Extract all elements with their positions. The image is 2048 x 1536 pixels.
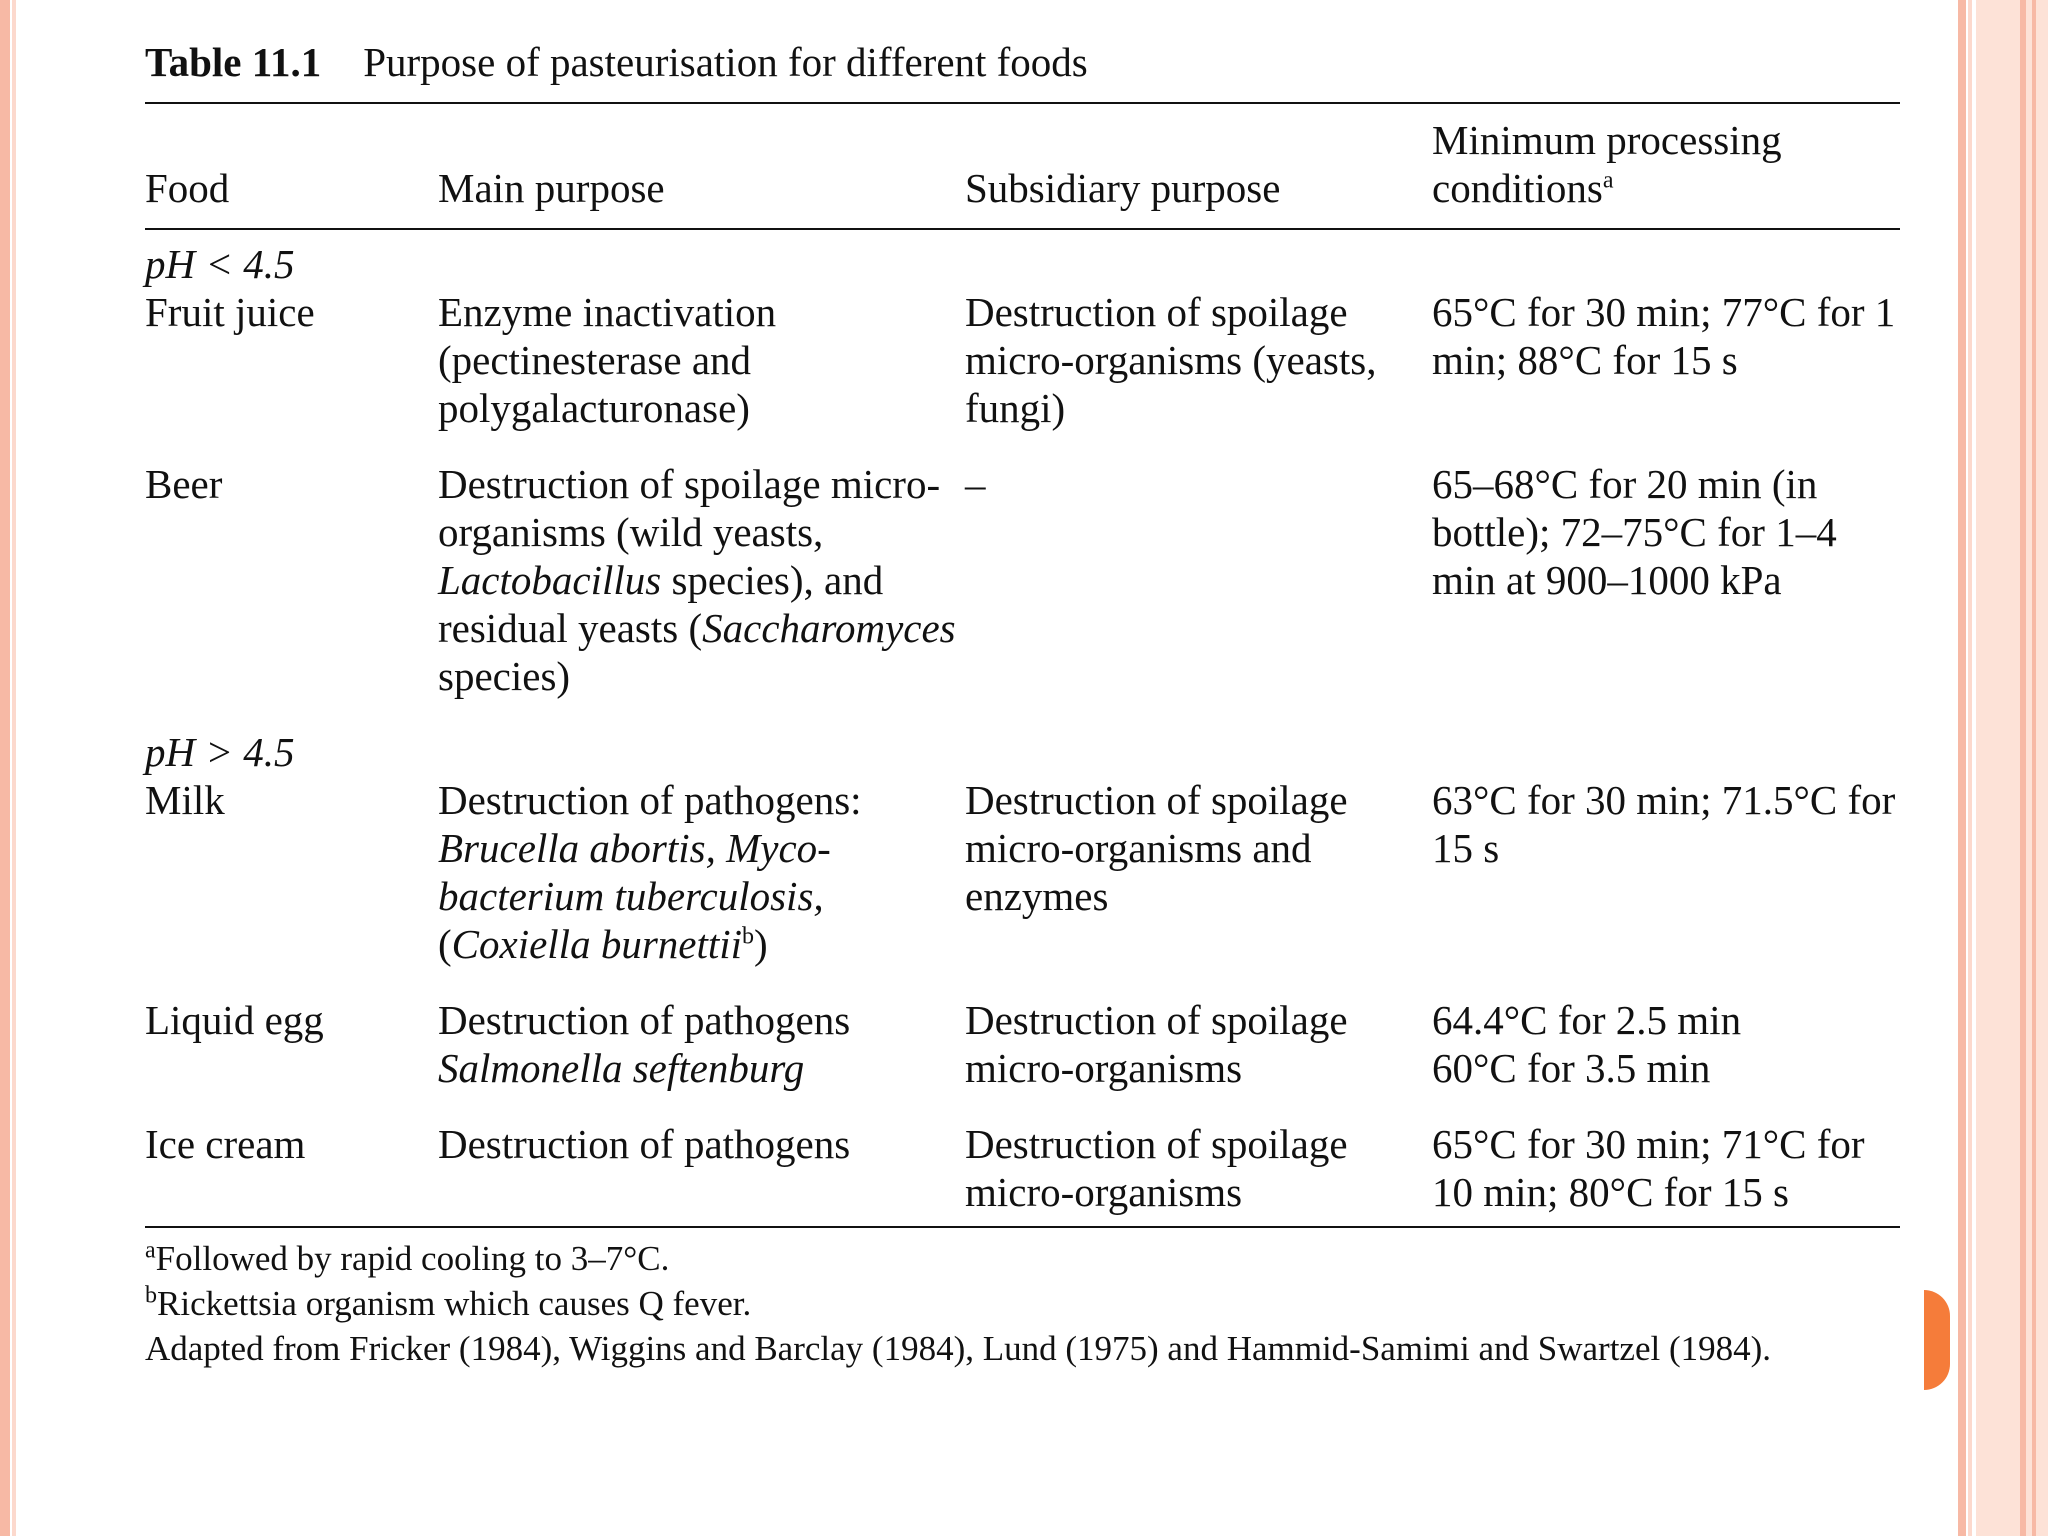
border-stripe (1958, 0, 1966, 1536)
footnote-text: Rickettsia organism which causes Q fever. (157, 1284, 752, 1323)
cell-conditions: 65°C for 30 min; 77°C for 1 min; 88°C for 15 s (1432, 289, 1896, 383)
cell-main-purpose (438, 996, 965, 1120)
species-name: Brucella abortis, Myco-bacterium tuberculosis, (438, 825, 831, 919)
cell-main-purpose: Destruction of pathogens (438, 1121, 851, 1167)
table-caption (145, 38, 1900, 86)
text-run: species), and residual yeasts ( (438, 557, 884, 651)
cell-food: Milk (145, 777, 225, 823)
group-label-high-ph: pH > 4.5 (145, 729, 295, 775)
cell-food: Liquid egg (145, 997, 324, 1043)
cell-conditions: 65°C for 30 min; 71°C for 10 min; 80°C for 15 s (1432, 1121, 1865, 1215)
cell-conditions: 65–68°C for 20 min (in bottle); 72–75°C for 1–4 min at 900–1000 kPa (1432, 461, 1837, 603)
footnote-a (145, 1236, 1900, 1281)
header-food: Food (145, 165, 230, 211)
cell-conditions (1432, 996, 1900, 1120)
table-figure (145, 38, 1900, 1371)
header-main-purpose: Main purpose (438, 165, 665, 211)
caption-number: Table 11.1 (145, 39, 322, 85)
footnote-b (145, 1281, 1900, 1326)
slide-orange-tab (1924, 1290, 1950, 1390)
species-name: Lactobacillus (438, 557, 662, 603)
header-subsidiary-purpose: Subsidiary purpose (965, 165, 1281, 211)
source-note: Adapted from Fricker (1984), Wiggins and Barclay (1984), Lund (1975) and Hammid-Samimi and Swartzel (1984). (145, 1329, 1772, 1368)
cell-food: Fruit juice (145, 289, 315, 335)
footnote-text: Followed by rapid cooling to 3–7°C. (155, 1239, 670, 1278)
cell-subsidiary-purpose: – (965, 461, 986, 507)
header-row (145, 104, 1900, 228)
cell-main-purpose: Enzyme inactivation (pectinesterase and polygalacturonase) (438, 289, 777, 431)
cell-subsidiary-purpose: Destruction of spoilage micro-organisms and enzymes (965, 777, 1348, 919)
table-footnotes (145, 1228, 1900, 1371)
text-run: 60°C for 3.5 min (1432, 1045, 1711, 1091)
slide-left-border (0, 0, 20, 1536)
border-stripe (2020, 0, 2026, 1536)
cell-food: Ice cream (145, 1121, 306, 1167)
cell-conditions: 63°C for 30 min; 71.5°C for 15 s (1432, 777, 1896, 871)
header-minimum-conditions (1432, 104, 1900, 228)
cell-main-purpose (438, 776, 965, 996)
border-stripe (1968, 0, 1972, 1536)
text-run: species) (438, 653, 571, 699)
text-run: Destruction of pathogens (438, 997, 851, 1043)
border-stripe (12, 0, 16, 1536)
species-name: Saccharomyces (702, 605, 956, 651)
footnote-mark: b (145, 1282, 157, 1309)
slide-right-border (1958, 0, 2048, 1536)
text-run: Destruction of pathogens: (438, 777, 862, 823)
footnote-mark-b: b (742, 923, 755, 950)
caption-text: Purpose of pasteurisation for different foods (363, 39, 1088, 85)
group-label-low-ph: pH < 4.5 (145, 241, 295, 287)
header-minimum-text: Minimum processing conditions (1432, 117, 1782, 211)
footnote-mark-a: a (1602, 167, 1614, 194)
species-name: Coxiella burnettii (451, 921, 743, 967)
text-run: ( (438, 921, 452, 967)
text-run: Destruction of spoilage micro-organisms (wild yeasts, (438, 461, 941, 555)
cell-subsidiary-purpose: Destruction of spoilage micro-organisms (965, 1121, 1348, 1215)
table-body (145, 230, 1900, 1226)
border-stripe (2032, 0, 2036, 1536)
species-name: Salmonella seftenburg (438, 1045, 805, 1091)
border-panel (1976, 0, 2048, 1536)
cell-food: Beer (145, 461, 223, 507)
text-run: 64.4°C for 2.5 min (1432, 997, 1742, 1043)
footnote-mark: a (145, 1237, 156, 1264)
text-run: ) (754, 921, 768, 967)
cell-subsidiary-purpose: Destruction of spoilage micro-organisms (965, 997, 1348, 1091)
cell-subsidiary-purpose: Destruction of spoilage micro-organisms (yeasts, fungi) (965, 289, 1377, 431)
border-stripe (0, 0, 10, 1536)
cell-main-purpose (438, 460, 965, 728)
